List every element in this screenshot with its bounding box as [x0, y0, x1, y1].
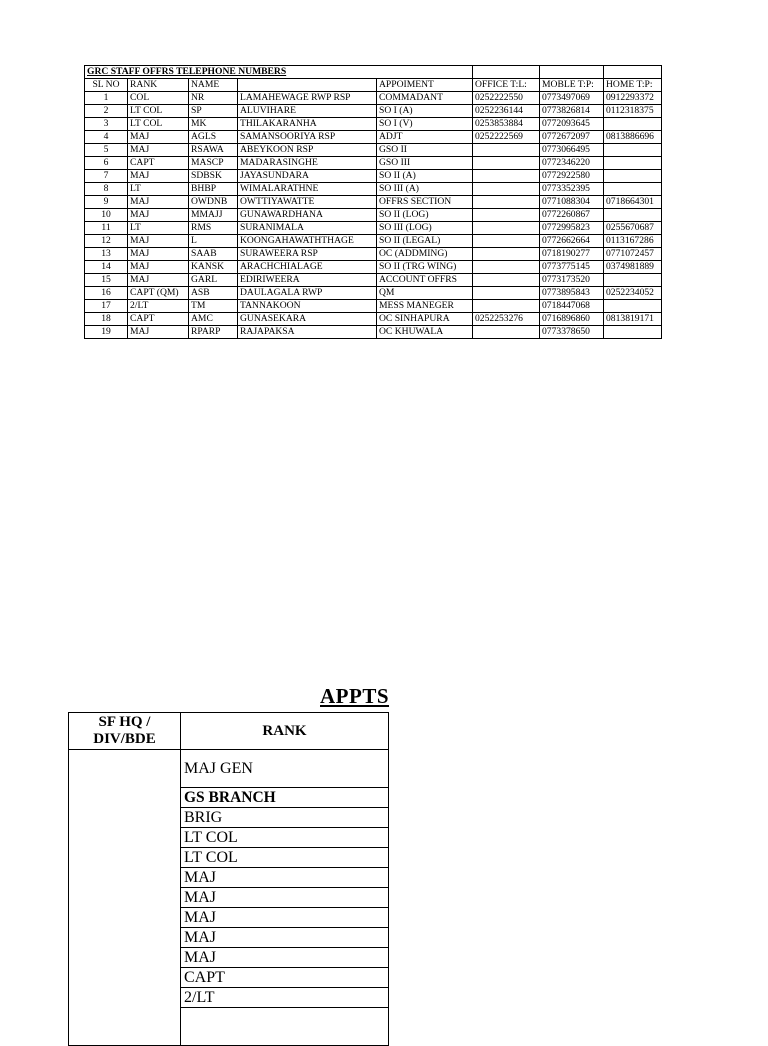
table-row — [85, 222, 662, 235]
office-tel-cell — [473, 170, 540, 183]
rank-cell: COL — [128, 92, 189, 105]
appointment-cell: COMMADANT — [377, 92, 473, 105]
header-rank: RANK — [181, 713, 389, 750]
initials-cell: L — [189, 235, 238, 248]
home-tel-cell — [604, 300, 662, 313]
mobile-tel-cell: 0772662664 — [540, 235, 604, 248]
initials-cell: RMS — [189, 222, 238, 235]
table-row — [85, 144, 662, 157]
rank-cell: CAPT — [128, 313, 189, 326]
header-sl-no: SL NO — [85, 79, 128, 92]
office-tel-cell — [473, 144, 540, 157]
table-title-row — [85, 66, 662, 79]
rank-cell: MAJ — [128, 248, 189, 261]
initials-cell: SDBSK — [189, 170, 238, 183]
table-row — [85, 105, 662, 118]
rank-cell: MAJ GEN — [181, 750, 389, 788]
rank-cell: MAJ — [128, 196, 189, 209]
initials-cell: RSAWA — [189, 144, 238, 157]
sl-no-cell: 19 — [85, 326, 128, 339]
header-appointment: APPOIMENT — [377, 79, 473, 92]
rank-cell: MAJ — [128, 209, 189, 222]
home-tel-cell: 0771072457 — [604, 248, 662, 261]
surname-cell: LAMAHEWAGE RWP RSP — [238, 92, 377, 105]
office-tel-cell — [473, 274, 540, 287]
office-tel-cell: 0253853884 — [473, 118, 540, 131]
appointment-cell: OFFRS SECTION — [377, 196, 473, 209]
sf-hq-div-bde-cell — [69, 750, 181, 1046]
mobile-tel-cell: 0716896860 — [540, 313, 604, 326]
rank-cell: CAPT — [181, 968, 389, 988]
home-tel-cell — [604, 118, 662, 131]
initials-cell: TM — [189, 300, 238, 313]
appointment-cell: OC (ADDMING) — [377, 248, 473, 261]
office-tel-cell — [473, 157, 540, 170]
rank-cell: 2/LT — [181, 988, 389, 1008]
mobile-tel-cell: 0718190277 — [540, 248, 604, 261]
mobile-tel-cell: 0772093645 — [540, 118, 604, 131]
appointment-cell: SO II (LOG) — [377, 209, 473, 222]
initials-cell: AMC — [189, 313, 238, 326]
mobile-tel-cell: 0772995823 — [540, 222, 604, 235]
sl-no-cell: 16 — [85, 287, 128, 300]
table-row — [85, 313, 662, 326]
rank-cell: MAJ — [128, 326, 189, 339]
table-row — [85, 196, 662, 209]
appointment-cell: GSO II — [377, 144, 473, 157]
mobile-tel-cell: 0773497069 — [540, 92, 604, 105]
home-tel-cell — [604, 183, 662, 196]
appts-heading: APPTS — [320, 684, 390, 708]
table-row — [85, 287, 662, 300]
mobile-tel-cell: 0773173520 — [540, 274, 604, 287]
surname-cell: SURANIMALA — [238, 222, 377, 235]
appointment-cell: SO II (A) — [377, 170, 473, 183]
surname-cell: GUNAWARDHANA — [238, 209, 377, 222]
mobile-tel-cell: 0773895843 — [540, 287, 604, 300]
table-title: GRC STAFF OFFRS TELEPHONE NUMBERS — [87, 66, 287, 77]
home-tel-cell — [604, 326, 662, 339]
home-tel-cell — [604, 274, 662, 287]
initials-cell: SAAB — [189, 248, 238, 261]
sl-no-cell: 4 — [85, 131, 128, 144]
appointment-cell: SO II (TRG WING) — [377, 261, 473, 274]
rank-cell: MAJ — [128, 235, 189, 248]
initials-cell: GARL — [189, 274, 238, 287]
sl-no-cell: 12 — [85, 235, 128, 248]
rank-cell: LT COL — [128, 105, 189, 118]
surname-cell: TANNAKOON — [238, 300, 377, 313]
initials-cell: MK — [189, 118, 238, 131]
appts-table — [68, 712, 389, 1046]
rank-cell: CAPT — [128, 157, 189, 170]
staff-telephone-table — [84, 65, 662, 339]
appointment-cell: GSO III — [377, 157, 473, 170]
surname-cell: ALUVIHARE — [238, 105, 377, 118]
home-tel-cell: 0112318375 — [604, 105, 662, 118]
rank-cell: MAJ — [128, 170, 189, 183]
rank-cell-continued — [181, 1008, 389, 1046]
rank-cell: MAJ — [181, 868, 389, 888]
home-tel-cell: 0252234052 — [604, 287, 662, 300]
surname-cell: WIMALARATHNE — [238, 183, 377, 196]
rank-cell: MAJ — [128, 144, 189, 157]
header-name: NAME — [189, 79, 238, 92]
rank-cell: MAJ — [128, 274, 189, 287]
appointment-cell: SO III (A) — [377, 183, 473, 196]
home-tel-cell — [604, 157, 662, 170]
surname-cell: MADARASINGHE — [238, 157, 377, 170]
mobile-tel-cell: 0771088304 — [540, 196, 604, 209]
header-mobile-tel: MOBLE T:P: — [540, 79, 604, 92]
appointment-cell: SO II (LEGAL) — [377, 235, 473, 248]
appointment-cell: OC SINHAPURA — [377, 313, 473, 326]
rank-cell: MAJ — [181, 948, 389, 968]
home-tel-cell — [604, 209, 662, 222]
home-tel-cell: 0255670687 — [604, 222, 662, 235]
table-row — [85, 131, 662, 144]
initials-cell: KANSK — [189, 261, 238, 274]
sl-no-cell: 9 — [85, 196, 128, 209]
appointment-cell: SO III (LOG) — [377, 222, 473, 235]
rank-cell: LT COL — [181, 828, 389, 848]
office-tel-cell: 0252253276 — [473, 313, 540, 326]
home-tel-cell: 0374981889 — [604, 261, 662, 274]
table-row — [85, 209, 662, 222]
rank-cell: MAJ — [128, 131, 189, 144]
sl-no-cell: 11 — [85, 222, 128, 235]
rank-cell: LT COL — [181, 848, 389, 868]
surname-cell: KOONGAHAWATHTHAGE — [238, 235, 377, 248]
home-tel-cell — [604, 144, 662, 157]
rank-cell: MAJ — [181, 888, 389, 908]
office-tel-cell — [473, 326, 540, 339]
office-tel-cell — [473, 287, 540, 300]
rank-cell: BRIG — [181, 808, 389, 828]
office-tel-cell — [473, 248, 540, 261]
initials-cell: ASB — [189, 287, 238, 300]
home-tel-cell: 0813819171 — [604, 313, 662, 326]
header-home-tel: HOME T:P: — [604, 79, 662, 92]
appointment-cell: MESS MANEGER — [377, 300, 473, 313]
home-tel-cell — [604, 170, 662, 183]
rank-cell: 2/LT — [128, 300, 189, 313]
sl-no-cell: 14 — [85, 261, 128, 274]
office-tel-cell — [473, 183, 540, 196]
home-tel-cell: 0718664301 — [604, 196, 662, 209]
appointment-cell: SO I (V) — [377, 118, 473, 131]
appts-row — [69, 750, 389, 788]
appointment-cell: ACCOUNT OFFRS — [377, 274, 473, 287]
table-row — [85, 170, 662, 183]
sl-no-cell: 1 — [85, 92, 128, 105]
appts-header-row — [69, 713, 389, 750]
table-row — [85, 261, 662, 274]
rank-cell: MAJ — [181, 928, 389, 948]
sl-no-cell: 2 — [85, 105, 128, 118]
mobile-tel-cell: 0773378650 — [540, 326, 604, 339]
surname-cell: DAULAGALA RWP — [238, 287, 377, 300]
office-tel-cell: 0252222550 — [473, 92, 540, 105]
initials-cell: SP — [189, 105, 238, 118]
rank-cell: MAJ — [181, 908, 389, 928]
rank-cell: LT — [128, 222, 189, 235]
home-tel-cell: 0912293372 — [604, 92, 662, 105]
table-row — [85, 235, 662, 248]
rank-cell: LT — [128, 183, 189, 196]
table-row — [85, 183, 662, 196]
sl-no-cell: 10 — [85, 209, 128, 222]
surname-cell: ABEYKOON RSP — [238, 144, 377, 157]
appointment-cell: OC KHUWALA — [377, 326, 473, 339]
surname-cell: THILAKARANHA — [238, 118, 377, 131]
appointment-cell: ADJT — [377, 131, 473, 144]
initials-cell: MASCP — [189, 157, 238, 170]
rank-cell: LT COL — [128, 118, 189, 131]
rank-cell: MAJ — [128, 261, 189, 274]
initials-cell: AGLS — [189, 131, 238, 144]
appointment-cell: QM — [377, 287, 473, 300]
table-row — [85, 274, 662, 287]
table-title-cell — [85, 66, 473, 79]
table-row — [85, 326, 662, 339]
mobile-tel-cell: 0772260867 — [540, 209, 604, 222]
header-blank — [238, 79, 377, 92]
mobile-tel-cell: 0773352395 — [540, 183, 604, 196]
sl-no-cell: 3 — [85, 118, 128, 131]
office-tel-cell: 0252222569 — [473, 131, 540, 144]
mobile-tel-cell: 0773775145 — [540, 261, 604, 274]
table-row — [85, 300, 662, 313]
surname-cell: SAMANSOORIYA RSP — [238, 131, 377, 144]
table-header-row — [85, 79, 662, 92]
header-sf-hq-div-bde: SF HQ / DIV/BDE — [69, 713, 181, 750]
mobile-tel-cell: 0773826814 — [540, 105, 604, 118]
mobile-tel-cell: 0718447068 — [540, 300, 604, 313]
surname-cell: OWTTIYAWATTE — [238, 196, 377, 209]
branch-label: GS BRANCH — [181, 788, 389, 808]
sl-no-cell: 8 — [85, 183, 128, 196]
office-tel-cell — [473, 235, 540, 248]
surname-cell: EDIRIWEERA — [238, 274, 377, 287]
home-tel-cell: 0813886696 — [604, 131, 662, 144]
sl-no-cell: 7 — [85, 170, 128, 183]
initials-cell: NR — [189, 92, 238, 105]
office-tel-cell: 0252236144 — [473, 105, 540, 118]
table-row — [85, 118, 662, 131]
initials-cell: OWDNB — [189, 196, 238, 209]
office-tel-cell — [473, 222, 540, 235]
office-tel-cell — [473, 196, 540, 209]
office-tel-cell — [473, 261, 540, 274]
appointment-cell: SO I (A) — [377, 105, 473, 118]
sl-no-cell: 17 — [85, 300, 128, 313]
mobile-tel-cell: 0773066495 — [540, 144, 604, 157]
office-tel-cell — [473, 209, 540, 222]
surname-cell: RAJAPAKSA — [238, 326, 377, 339]
table-row — [85, 248, 662, 261]
surname-cell: JAYASUNDARA — [238, 170, 377, 183]
table-row — [85, 92, 662, 105]
sl-no-cell: 13 — [85, 248, 128, 261]
surname-cell: SURAWEERA RSP — [238, 248, 377, 261]
mobile-tel-cell: 0772672097 — [540, 131, 604, 144]
surname-cell: ARACHCHIALAGE — [238, 261, 377, 274]
initials-cell: RPARP — [189, 326, 238, 339]
initials-cell: BHBP — [189, 183, 238, 196]
rank-cell: CAPT (QM) — [128, 287, 189, 300]
header-office-tel: OFFICE T:L: — [473, 79, 540, 92]
sl-no-cell: 6 — [85, 157, 128, 170]
mobile-tel-cell: 0772346220 — [540, 157, 604, 170]
header-rank: RANK — [128, 79, 189, 92]
mobile-tel-cell: 0772922580 — [540, 170, 604, 183]
table-row — [85, 157, 662, 170]
surname-cell: GUNASEKARA — [238, 313, 377, 326]
home-tel-cell: 0113167286 — [604, 235, 662, 248]
office-tel-cell — [473, 300, 540, 313]
sl-no-cell: 18 — [85, 313, 128, 326]
initials-cell: MMAJJ — [189, 209, 238, 222]
sl-no-cell: 15 — [85, 274, 128, 287]
sl-no-cell: 5 — [85, 144, 128, 157]
